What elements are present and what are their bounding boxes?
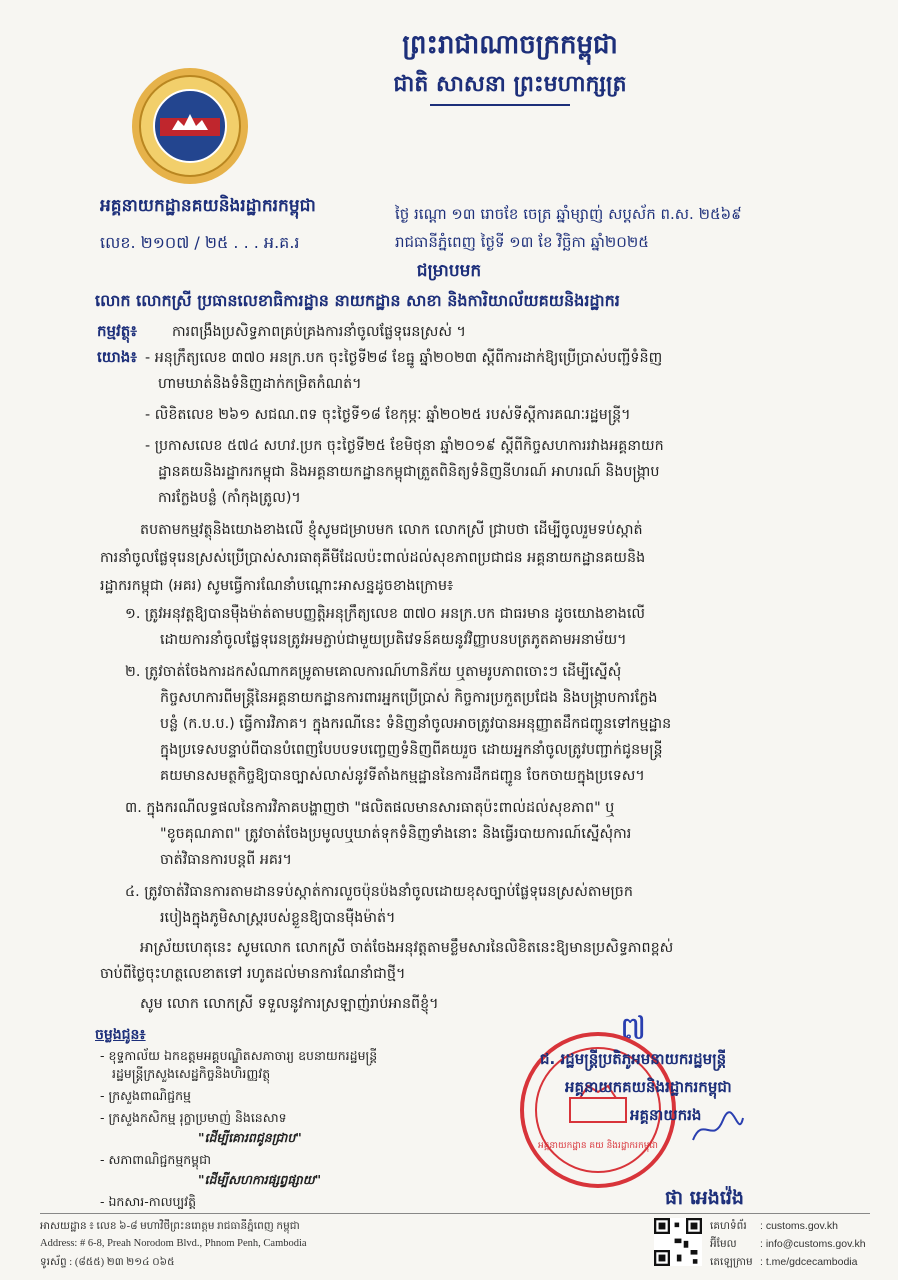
reference-item: - ប្រកាសលេខ ៥៧៤ សហវ.ប្រក ចុះថ្ងៃទី២៥ ខែមិថុនា ឆ្នាំ២០១៩ ស្ដីពីកិច្ចសហការរវាងអគ្គនាយក bbox=[145, 438, 664, 454]
cc-item: - ក្រសួងកសិកម្ម រុក្ខាប្រមាញ់ និងនេសាទ bbox=[100, 1110, 287, 1125]
subject-text: ការពង្រឹងប្រសិទ្ធភាពគ្រប់គ្រងការនាំចូលផ្លែទុរេនស្រស់ ។ bbox=[172, 324, 466, 340]
point-line: ដោយការនាំចូលផ្លែទុរេនត្រូវអមភ្ជាប់ជាមួយប្រតិវេទន៍គយនូវវិញ្ញាបនបត្រភូតគាមអនាម័យ។ bbox=[160, 632, 627, 648]
national-motto: ជាតិ សាសនា ព្រះមហាក្សត្រ bbox=[393, 71, 627, 97]
point-line: ចាត់វិធានការបន្តពី អគរ។ bbox=[160, 852, 292, 868]
cc-item: - សភាពាណិជ្ជកម្មកម្ពុជា bbox=[100, 1152, 212, 1167]
customs-logo bbox=[130, 66, 250, 186]
handwritten-number: ៧ bbox=[620, 1009, 647, 1047]
footer-divider bbox=[40, 1213, 870, 1214]
contact-telegram[interactable]: : t.me/gdcecambodia bbox=[760, 1256, 858, 1268]
reference-label: យោង៖ bbox=[97, 348, 137, 366]
point-line: ក្នុងប្រទេសបន្ទាប់ពីបានបំពេញបែបបទបញ្ចេញទំនិញពីគយរួច ដោយអ្នកនាំចូលត្រូវបញ្ជាក់ជូនមន្ត្រី bbox=[160, 742, 663, 758]
intro-line: រដ្ឋាករកម្ពុជា (អគរ) សូមធ្វើការណែនាំបណ្ដោះអាសន្នដូចខាងក្រោម៖ bbox=[100, 578, 454, 594]
signer-title-1: ជ. រដ្ឋមន្ត្រីប្រតិភូអមនាយករដ្ឋមន្ត្រី bbox=[540, 1050, 727, 1068]
kingdom-heading: ព្រះរាជាណាចក្រកម្ពុជា bbox=[402, 30, 618, 60]
point-line: "ខូចគុណភាព" ត្រូវចាត់ចែងប្រមូលឬឃាត់ទុកទំនិញទាំងនោះ និងធ្វើរបាយការណ៍ស្នើសុំការ bbox=[160, 826, 632, 842]
intro-line: តបតាមកម្មវត្ថុនិងយោងខាងលើ ខ្ញុំសូមជម្រាបមក លោក លោកស្រី ជ្រាបថា ដើម្បីចូលរួមទប់ស្កាត់ bbox=[140, 522, 643, 538]
handwritten-signature bbox=[688, 1110, 748, 1150]
motto-divider bbox=[430, 104, 570, 106]
reference-item: - លិខិតលេខ ២៦១ សជណ.ពទ ចុះថ្ងៃទី១៨ ខែកុម្ភៈ ឆ្នាំ២០២៥ របស់ទីស្ដីការគណៈរដ្ឋមន្ត្រី។ bbox=[145, 407, 631, 423]
point-line: ២. ត្រូវចាត់ចែងការដកសំណាកគម្រូតាមគោលការណ៍ហានិភ័យ ឬតាមរូបភាពចោះៗ ដើម្បីស្នើសុំ bbox=[125, 664, 622, 680]
contact-label: តេឡេក្រាម bbox=[710, 1256, 753, 1268]
point-line: បន្លំ (ក.ប.ប.) ធ្វើការវិភាគ។ ក្នុងករណីនេះ ទំនិញនាំចូលអាចត្រូវបានអនុញ្ញាតដឹកជញ្ជូនទៅកម្មដ្ឋាន bbox=[160, 716, 672, 732]
cc-title: ចម្លងជូន៖ bbox=[95, 1027, 146, 1043]
contact-label: អ៊ីមែល bbox=[710, 1238, 737, 1250]
reference-item: ហាមឃាត់និងទំនិញដាក់កម្រិតកំណត់។ bbox=[158, 376, 362, 392]
closing-line: ចាប់ពីថ្ងៃចុះហត្ថលេខាតទៅ រហូតដល់មានការណែនាំជាថ្មី។ bbox=[100, 966, 406, 982]
cc-item: - ក្រសួងពាណិជ្ជកម្ម bbox=[100, 1088, 191, 1103]
recipient-line: លោក លោកស្រី ប្រធានលេខាធិការដ្ឋាន នាយកដ្ឋាន សាខា និងការិយាល័យគយនិងរដ្ឋាករ bbox=[95, 291, 620, 310]
reference-item: ការក្លែងបន្លំ (កាំកុងត្រូល)។ bbox=[158, 490, 301, 506]
point-line: ១. ត្រូវអនុវត្តឱ្យបានម៉ឺងម៉ាត់តាមបញ្ញត្តិអនុក្រឹត្យលេខ ៣៧០ អនក្រ.បក ជាធរមាន ដូចយោងខាងលើ bbox=[125, 606, 645, 622]
reference-item: ដ្ឋានគយនិងរដ្ឋាករកម្ពុជា និងអគ្គនាយកដ្ឋានកម្ពុជាត្រួតពិនិត្យទំនិញនីហរណ៍ អាហរណ៍ និងបង្ក្រាប bbox=[158, 464, 660, 480]
point-line: កិច្ចសហការពីមន្ត្រីនៃអគ្គនាយកដ្ឋានការពារអ្នកប្រើប្រាស់ កិច្ចការប្រកួតប្រជែង និងបង្ក្រាបការក្លែង bbox=[160, 690, 658, 706]
cc-item: - ខុទ្ទកាល័យ ឯកឧត្តមអគ្គបណ្ឌិតសភាចារ្យ ឧបនាយករដ្ឋមន្ត្រី bbox=[100, 1048, 378, 1063]
closing-line: សូម លោក លោកស្រី ទទួលនូវការស្រឡាញ់រាប់អានពីខ្ញុំ។ bbox=[140, 996, 439, 1012]
cc-item: - ឯកសារ-កាលប្បវត្តិ bbox=[100, 1194, 197, 1209]
reference-number: លេខ. ២១០៧ / ២៥ . . . អ.គ.រ bbox=[100, 233, 300, 252]
cc-item: "ដើម្បីគោរពជូនជ្រាប" bbox=[198, 1130, 302, 1145]
solar-date: រាជធានីភ្នំពេញ ថ្ងៃទី ១៣ ខែ វិច្ឆិកា ឆ្នាំ២០២៥ bbox=[395, 233, 649, 251]
issuer-name: អគ្គនាយកដ្ឋានគយនិងរដ្ឋាករកម្ពុជា bbox=[100, 196, 316, 216]
signer-name: ផា អេងវ៉េង bbox=[665, 1187, 744, 1209]
footer-address-kh: អាសយដ្ឋាន ៖ លេខ ៦-៨ មហាវិថីព្រះនរោត្តម រាជធានីភ្នំពេញ កម្ពុជា bbox=[40, 1221, 300, 1232]
reference-item: - អនុក្រឹត្យលេខ ៣៧០ អនក្រ.បក ចុះថ្ងៃទី២៨ ខែធ្នូ ឆ្នាំ២០២៣ ស្ដីពីការដាក់ឱ្យប្រើប្រាស់បញ្ជីទំនិញ bbox=[145, 350, 663, 366]
point-line: របៀងក្នុងភូមិសាស្ត្ររបស់ខ្លួនឱ្យបានម៉ឺងម៉ាត់។ bbox=[160, 910, 396, 926]
closing-line: អាស្រ័យហេតុនេះ សូមលោក លោកស្រី ចាត់ចែងអនុវត្តតាមខ្លឹមសារនៃលិខិតនេះឱ្យមានប្រសិទ្ធភាពខ្ពស់ bbox=[140, 940, 674, 956]
point-line: គយមានសមត្ថកិច្ចឱ្យបានច្បាស់លាស់នូវទីតាំងកម្មដ្ឋាននៃការដឹកជញ្ជូន ចែកចាយក្នុងប្រទេស។ bbox=[160, 768, 645, 784]
footer-phone: ទូរស័ព្ទ : (៨៥៥) ២៣ ២១៤ ០៦៥ bbox=[40, 1257, 175, 1268]
point-line: ៣. ក្នុងករណីលទ្ធផលនៃការវិភាគបង្ហាញថា "ផលិតផលមានសារធាតុប៉ះពាល់ដល់សុខភាព" ឬ bbox=[125, 800, 615, 816]
cc-item: "ដើម្បីសហការផ្សព្វផ្សាយ" bbox=[198, 1172, 322, 1187]
contact-website[interactable]: : customs.gov.kh bbox=[760, 1220, 839, 1232]
contact-email[interactable]: : info@customs.gov.kh bbox=[760, 1238, 866, 1250]
lunar-date: ថ្ងៃ រណ្ដោ ១៣ រោចខែ ចេត្រ ឆ្នាំម្សាញ់ សប្តស័ក ព.ស. ២៥៦៩ bbox=[395, 205, 742, 223]
point-line: ៤. ត្រូវចាត់វិធានការតាមដានទប់ស្កាត់ការលួចប៉ុនប៉ងនាំចូលដោយខុសច្បាប់ផ្លែទុរេនស្រស់តាមច្រក bbox=[125, 884, 633, 900]
stamp-text: អគ្គនាយកដ្ឋាន គយ និងរដ្ឋាករកម្ពុជា bbox=[538, 1141, 658, 1151]
addressed-to-label: ជម្រាបមក bbox=[416, 261, 482, 281]
signer-title-3: អគ្គនាយករង bbox=[630, 1106, 702, 1124]
intro-line: ការនាំចូលផ្លែទុរេនស្រស់ប្រើប្រាស់សារធាតុគីមីដែលប៉ះពាល់ដល់សុខភាពប្រជាជន អគ្គនាយកដ្ឋានគយនិង bbox=[100, 550, 646, 566]
subject-label: កម្មវត្ថុ៖ bbox=[97, 322, 137, 340]
footer-address-en: Address: # 6-8, Preah Norodom Blvd., Phnom Penh, Cambodia bbox=[40, 1238, 307, 1249]
signer-title-2: អគ្គនាយកគយនិងរដ្ឋាករកម្ពុជា bbox=[565, 1078, 732, 1096]
qr-code-icon bbox=[654, 1218, 702, 1266]
contact-label: គេហទំព័រ bbox=[710, 1220, 747, 1232]
cc-item: រដ្ឋមន្ត្រីក្រសួងសេដ្ឋកិច្ចនិងហិរញ្ញវត្ថុ bbox=[112, 1066, 271, 1081]
